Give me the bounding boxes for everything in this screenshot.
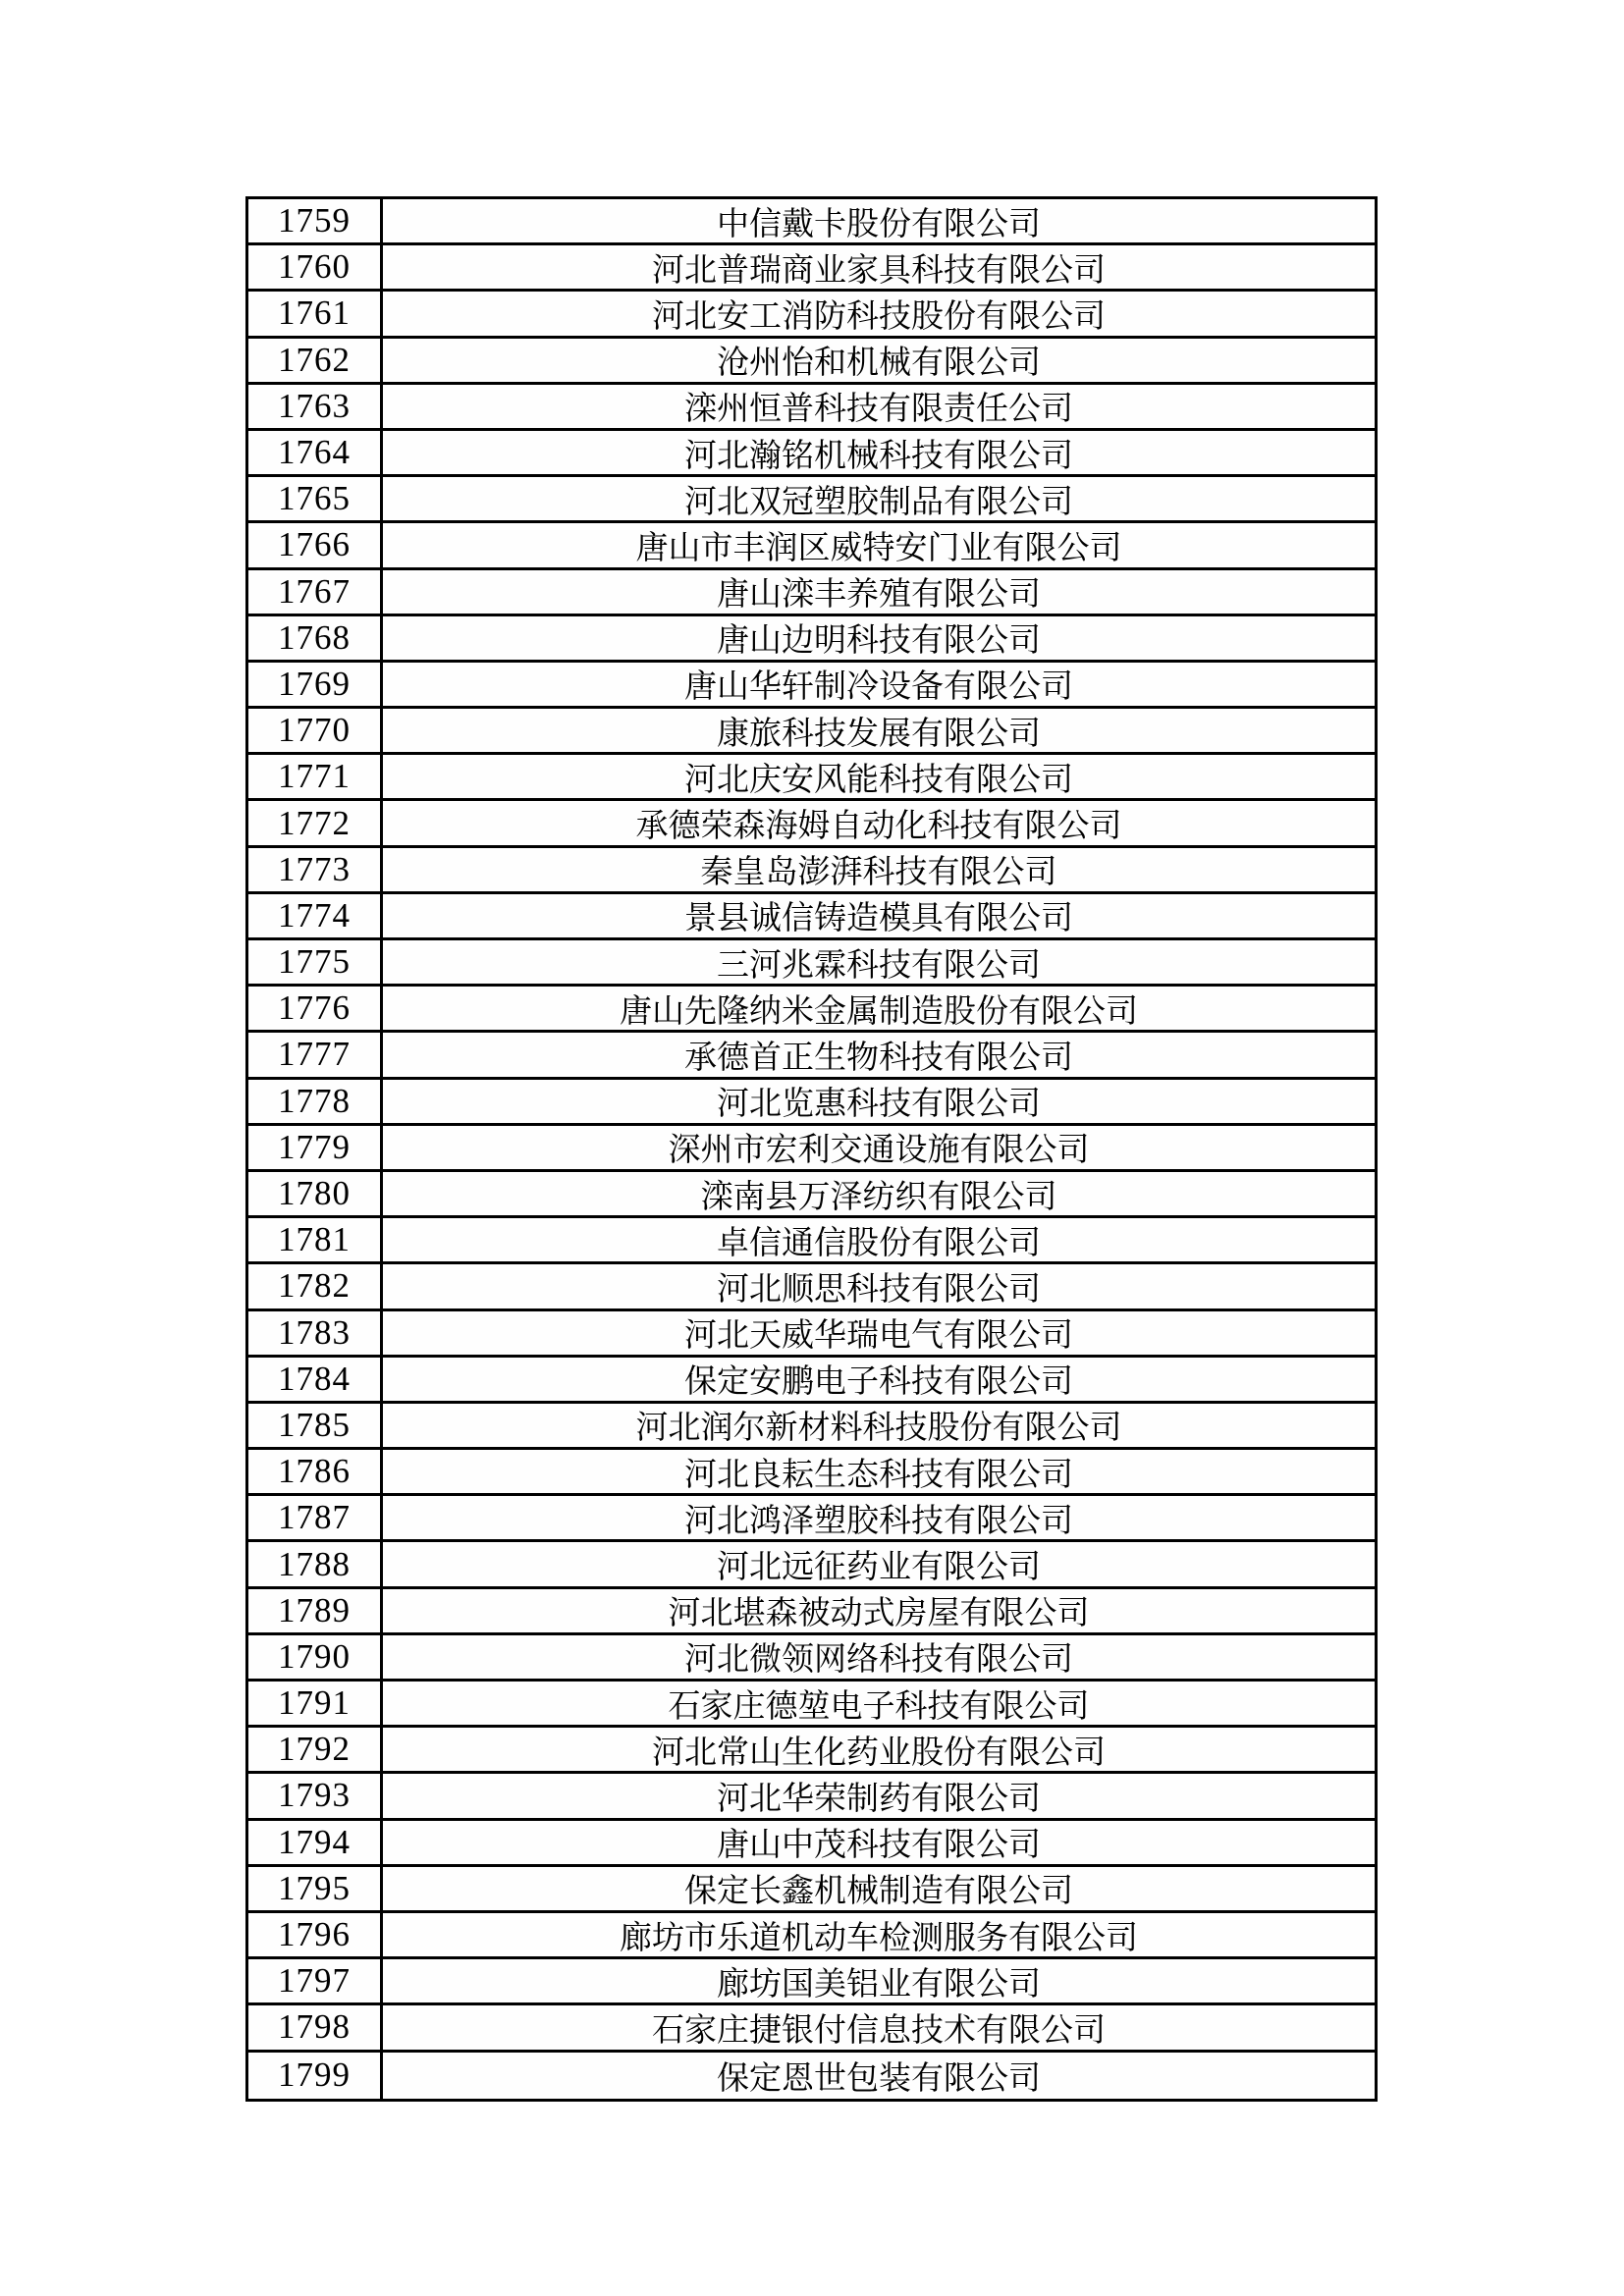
row-number-cell: 1799 <box>248 2053 383 2099</box>
company-name-cell: 保定安鹏电子科技有限公司 <box>684 1364 1073 1401</box>
company-name-cell: 河北天威华瑞电气有限公司 <box>684 1318 1073 1355</box>
company-name-cell: 卓信通信股份有限公司 <box>717 1225 1041 1261</box>
row-number-cell: 1775 <box>248 940 383 984</box>
row-number-cell: 1762 <box>248 339 383 382</box>
table-row <box>248 616 1375 663</box>
row-number-cell: 1760 <box>248 245 383 289</box>
table-row <box>248 2005 1375 2052</box>
company-name-cell: 河北普瑞商业家具科技有限公司 <box>652 252 1106 289</box>
company-name-cell: 廊坊国美铝业有限公司 <box>717 1966 1041 2002</box>
company-name-cell: 唐山边明科技有限公司 <box>717 623 1041 660</box>
table-row <box>248 1311 1375 1358</box>
table-row <box>248 1126 1375 1172</box>
company-name-cell: 唐山先隆纳米金属制造股份有限公司 <box>620 993 1138 1030</box>
row-number-cell: 1789 <box>248 1589 383 1632</box>
table-row <box>248 1496 1375 1542</box>
company-name-cell: 河北顺思科技有限公司 <box>717 1271 1041 1308</box>
table-row <box>248 523 1375 569</box>
company-name-cell: 深州市宏利交通设施有限公司 <box>668 1133 1090 1169</box>
row-number-cell: 1761 <box>248 292 383 335</box>
table-row <box>248 663 1375 709</box>
company-name-cell: 河北常山生化药业股份有限公司 <box>652 1735 1106 1771</box>
row-number-cell: 1795 <box>248 1867 383 1910</box>
row-number-cell: 1787 <box>248 1496 383 1539</box>
company-name-cell: 河北良耘生态科技有限公司 <box>684 1457 1073 1493</box>
table-row <box>248 1264 1375 1310</box>
table-row <box>248 1635 1375 1682</box>
table-row <box>248 2053 1375 2099</box>
company-name-cell: 河北览惠科技有限公司 <box>717 1087 1041 1123</box>
table-row <box>248 755 1375 801</box>
table-row <box>248 339 1375 385</box>
table-row <box>248 1728 1375 1774</box>
row-number-cell: 1773 <box>248 848 383 891</box>
table-row <box>248 1867 1375 1913</box>
row-number-cell: 1788 <box>248 1542 383 1585</box>
table-row <box>248 940 1375 987</box>
row-number-cell: 1782 <box>248 1264 383 1308</box>
company-name-cell: 滦州恒普科技有限责任公司 <box>684 392 1073 428</box>
row-number-cell: 1767 <box>248 570 383 614</box>
company-name-cell: 石家庄德堃电子科技有限公司 <box>668 1688 1090 1725</box>
row-number-cell: 1769 <box>248 663 383 706</box>
row-number-cell: 1797 <box>248 1959 383 2002</box>
company-name-cell: 唐山华轩制冷设备有限公司 <box>684 669 1073 706</box>
row-number-cell: 1766 <box>248 523 383 566</box>
table-row <box>248 1682 1375 1728</box>
table-row <box>248 431 1375 477</box>
row-number-cell: 1780 <box>248 1172 383 1215</box>
company-name-cell: 石家庄捷银付信息技术有限公司 <box>652 2012 1106 2049</box>
company-name-cell: 滦南县万泽纺织有限公司 <box>700 1179 1057 1215</box>
row-number-cell: 1785 <box>248 1404 383 1447</box>
company-name-cell: 河北庆安风能科技有限公司 <box>684 762 1073 798</box>
company-name-cell: 康旅科技发展有限公司 <box>717 716 1041 752</box>
company-name-cell: 承德荣森海姆自动化科技有限公司 <box>635 809 1122 845</box>
company-name-cell: 保定恩世包装有限公司 <box>717 2060 1041 2097</box>
row-number-cell: 1763 <box>248 385 383 428</box>
company-name-cell: 三河兆霖科技有限公司 <box>717 947 1041 984</box>
table-row <box>248 1959 1375 2005</box>
company-name-cell: 唐山中茂科技有限公司 <box>717 1828 1041 1864</box>
row-number-cell: 1759 <box>248 199 383 242</box>
table-row <box>248 1033 1375 1079</box>
company-name-cell: 承德首正生物科技有限公司 <box>684 1040 1073 1076</box>
table-row <box>248 1450 1375 1496</box>
company-name-cell: 唐山滦丰养殖有限公司 <box>717 577 1041 614</box>
company-name-cell: 河北微领网络科技有限公司 <box>684 1642 1073 1679</box>
company-name-cell: 河北瀚铭机械科技有限公司 <box>684 438 1073 474</box>
company-name-cell: 河北堪森被动式房屋有限公司 <box>668 1596 1090 1632</box>
table-row <box>248 1774 1375 1820</box>
company-name-cell: 保定长鑫机械制造有限公司 <box>684 1874 1073 1910</box>
row-number-cell: 1792 <box>248 1728 383 1771</box>
row-number-cell: 1783 <box>248 1311 383 1355</box>
row-number-cell: 1778 <box>248 1080 383 1123</box>
table-row <box>248 1589 1375 1635</box>
table-row <box>248 199 1375 245</box>
table-row <box>248 1821 1375 1867</box>
company-name-cell: 河北远征药业有限公司 <box>717 1550 1041 1586</box>
table-row <box>248 1358 1375 1404</box>
table-row <box>248 1218 1375 1264</box>
row-number-cell: 1765 <box>248 477 383 520</box>
row-number-cell: 1794 <box>248 1821 383 1864</box>
company-name-cell: 唐山市丰润区威特安门业有限公司 <box>635 530 1122 566</box>
row-number-cell: 1774 <box>248 894 383 937</box>
company-name-cell: 河北安工消防科技股份有限公司 <box>652 298 1106 335</box>
row-number-cell: 1779 <box>248 1126 383 1169</box>
table-row <box>248 709 1375 755</box>
row-number-cell: 1796 <box>248 1913 383 1956</box>
table-row <box>248 292 1375 338</box>
table-row <box>248 1404 1375 1450</box>
row-number-cell: 1784 <box>248 1358 383 1401</box>
table-row <box>248 385 1375 431</box>
row-number-cell: 1791 <box>248 1682 383 1725</box>
row-number-cell: 1798 <box>248 2005 383 2049</box>
row-number-cell: 1793 <box>248 1774 383 1817</box>
row-number-cell: 1777 <box>248 1033 383 1076</box>
company-name-cell: 沧州怡和机械有限公司 <box>717 346 1041 382</box>
row-number-cell: 1770 <box>248 709 383 752</box>
company-name-cell: 河北双冠塑胶制品有限公司 <box>684 484 1073 520</box>
table-row <box>248 848 1375 894</box>
row-number-cell: 1776 <box>248 987 383 1030</box>
table-row <box>248 1080 1375 1126</box>
company-name-cell: 中信戴卡股份有限公司 <box>717 206 1041 242</box>
table-row <box>248 1172 1375 1218</box>
row-number-cell: 1781 <box>248 1218 383 1261</box>
company-name-cell: 河北润尔新材料科技股份有限公司 <box>635 1411 1122 1447</box>
row-number-cell: 1768 <box>248 616 383 660</box>
table-row <box>248 987 1375 1033</box>
company-name-cell: 秦皇岛澎湃科技有限公司 <box>700 855 1057 891</box>
row-number-cell: 1790 <box>248 1635 383 1679</box>
table-row <box>248 570 1375 616</box>
table-row <box>248 801 1375 847</box>
row-number-cell: 1772 <box>248 801 383 844</box>
table-row <box>248 894 1375 940</box>
table-row <box>248 1542 1375 1588</box>
table-row <box>248 245 1375 292</box>
row-number-cell: 1786 <box>248 1450 383 1493</box>
company-name-cell: 景县诚信铸造模具有限公司 <box>684 901 1073 937</box>
company-name-cell: 廊坊市乐道机动车检测服务有限公司 <box>620 1920 1138 1956</box>
company-name-cell: 河北鸿泽塑胶科技有限公司 <box>684 1503 1073 1539</box>
table-row <box>248 1913 1375 1959</box>
company-list-table <box>245 196 1378 2102</box>
row-number-cell: 1764 <box>248 431 383 474</box>
company-name-cell: 河北华荣制药有限公司 <box>717 1781 1041 1817</box>
table-row <box>248 477 1375 523</box>
row-number-cell: 1771 <box>248 755 383 798</box>
